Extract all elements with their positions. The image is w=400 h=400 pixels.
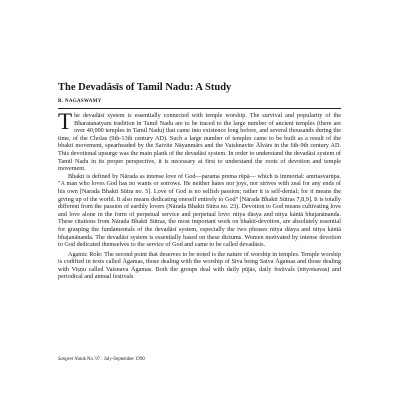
article-body (58, 109, 341, 281)
page-footer (58, 357, 258, 363)
paragraph-3: Agamic Role: The second point that deserves to be noted is the nature of worship in temples. Temple worship is codified in texts called Āgamas, those dealing with the worship of Siva being Saiva Āgamas and those dealing with Viṣṇu called Vaisnava Āgamas. Both the groups deal with daily pūjās, daily festivals (nityotsavas) and periodical and annual festivals (58, 250, 341, 281)
paragraph-1-text: he devadāsī system is essentially connected with temple worship. The survival and popularity of the Bharatanatyam tradition in Tamil Nadu are to be traced to the large number of ancient temples (there are over 40,000 temples in Tamil Nadu) that came into existence long before, and several thousands during the time, of the Cholas (9th-13th century AD). Such a large number of temples came to be built as a result of the bhakti movement, spearheaded by the Saivite Nāyanmārs and the Vaishnavite Ālvārs in the 6th-9th century AD. This devotional upsurge was the main plank of the devadāsī system. In order to understand the devadāsī system of Tamil Nadu in its proper perspective, it is necessary at first to understand the roots of devotion and temple movement. (58, 112, 341, 173)
paragraph-2: Bhakti is defined by Nārada as intense love of God—parama prema rūpā— which is immortal: amrtasvarūpa. "A man who loves God has no wants or sorrows. He neither hates nor joys, nor strives with zeal for any ends of his own [Narada Bhakti Sūtra no. 5]. Love of God is no selfish passion; rather it is self-denial; for it means the giving up of the world. It also means dedicating oneself entirely to God" [Nārada Bhakti Sūtras 7,8,9]. It is totally different from the passion of earthly lovers (Nārada Bhakti Sūtra no. 23). Devotion to God means cultivating love and love alone in the form of perpetual service and perpetual love: nitya dāsya and nitya kāntā bhajanānanda. These citations from Nārada Bhakti Sūtras, the most important work on bhakti-devotion, are absolutely essential for grasping the fundamentals of the devadāsī system, especially the two phrases nitya dāsya and nitya kāntā bhajanānanda. The devadāsī system is essentially based on these dictums. Women motivated by intense devotion to God dedicated themselves to the service of God and came to be called devadāsis. (58, 172, 341, 249)
title-rule (58, 108, 341, 109)
journal-issue: No. 97 : July-September 1990 (87, 357, 145, 362)
article-author: R. NAGASWAMY (58, 99, 102, 104)
drop-cap: T (58, 109, 73, 134)
journal-name: Sangeet Natak (58, 357, 86, 362)
article-title: The Devadāsīs of Tamil Nadu: A Study (58, 82, 232, 93)
paragraph-1 (58, 109, 341, 173)
